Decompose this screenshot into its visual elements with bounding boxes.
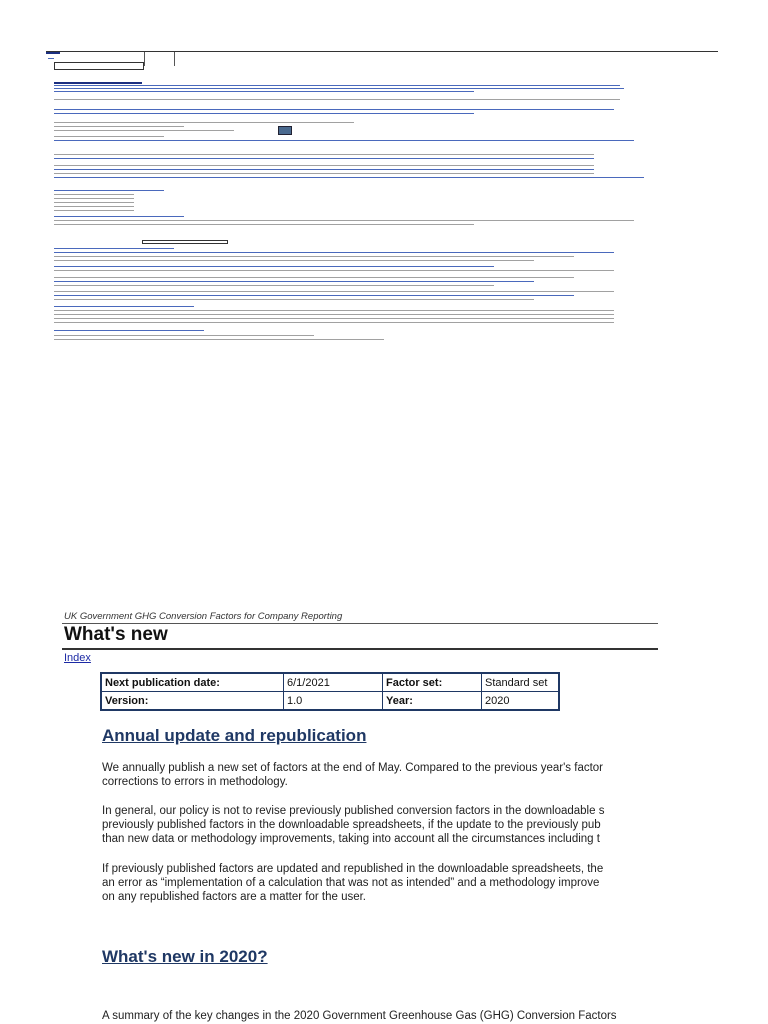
thumb-text-line — [54, 339, 384, 340]
thumb-crest — [174, 52, 195, 66]
thumb-text-line — [54, 136, 164, 137]
thumb-text-line — [54, 165, 594, 166]
version-value: 1.0 — [284, 692, 383, 711]
thumb-link — [48, 58, 54, 59]
thumb-text-line — [54, 194, 134, 195]
year-label: Year: — [383, 692, 482, 711]
thumb-text-line — [54, 85, 620, 86]
thumb-text-line — [54, 130, 234, 131]
thumb-heading — [54, 82, 142, 84]
thumb-text-line — [54, 88, 624, 89]
publication-info-table — [100, 672, 560, 711]
section-heading-annual-update: Annual update and republication — [102, 726, 367, 745]
thumb-text-line — [54, 190, 164, 191]
annual-paragraph-3: If previously published factors are updated and republished in the downloadable spreadsheets, the an error as “implementation of a calculation that was not as intended” and a methodology improve on any republished factors are a matter for the user. — [102, 863, 604, 903]
thumb-text-line — [54, 322, 614, 323]
thumb-text-line — [54, 281, 534, 282]
thumb-text-line — [54, 291, 614, 292]
thumb-table — [54, 62, 144, 70]
thumb-text-line — [54, 220, 634, 221]
next-publication-label: Next publication date: — [101, 673, 284, 692]
thumb-text-line — [54, 202, 134, 203]
thumb-text-line — [54, 91, 474, 92]
thumb-text-line — [54, 266, 494, 267]
thumb-text-line — [54, 335, 314, 336]
thumb-text-line — [54, 260, 534, 261]
thumb-text-line — [54, 210, 134, 211]
thumb-text-line — [54, 310, 614, 311]
whats-new-paragraph-1: A summary of the key changes in the 2020 Government Greenhouse Gas (GHG) Conversion Factors — [102, 1010, 617, 1022]
thumb-text-line — [54, 113, 474, 114]
thumb-text-line — [54, 158, 594, 159]
thumb-text-line — [54, 169, 594, 170]
thumb-text-line — [54, 318, 614, 319]
thumb-crest — [144, 52, 165, 66]
thumb-text-line — [54, 173, 594, 174]
thumb-text-line — [54, 140, 634, 141]
thumb-text-line — [54, 109, 614, 110]
thumb-text-line — [54, 248, 174, 249]
thumb-text-line — [54, 299, 534, 300]
thumb-text-line — [54, 295, 574, 296]
section-heading-whats-new-2020: What's new in 2020? — [102, 947, 268, 966]
thumb-text-line — [54, 122, 354, 123]
factor-set-label: Factor set: — [383, 673, 482, 692]
sheet-title: UK Government GHG Conversion Factors for Company Reporting — [64, 611, 343, 622]
thumb-text-line — [54, 216, 184, 217]
thumb-text-line — [54, 330, 204, 331]
thumb-text-line — [54, 198, 134, 199]
thumb-table — [142, 240, 228, 244]
thumb-text-line — [54, 206, 134, 207]
title-divider — [62, 648, 658, 650]
thumb-text-line — [54, 177, 644, 178]
thumb-text-line — [54, 126, 184, 127]
factor-set-value: Standard set — [482, 673, 560, 692]
thumb-text-line — [54, 99, 620, 100]
version-label: Version: — [101, 692, 284, 711]
thumb-text-line — [54, 285, 494, 286]
table-row — [101, 692, 559, 711]
thumb-heading — [46, 52, 60, 54]
thumb-text-line — [54, 314, 614, 315]
next-publication-value: 6/1/2021 — [284, 673, 383, 692]
thumb-text-line — [54, 256, 574, 257]
thumb-button — [278, 126, 292, 135]
year-value: 2020 — [482, 692, 560, 711]
annual-paragraph-1: We annually publish a new set of factors at the end of May. Compared to the previous year's factor corrections to errors in methodology. — [102, 762, 604, 788]
thumb-text-line — [54, 224, 474, 225]
thumb-text-line — [54, 277, 574, 278]
thumb-text-line — [54, 252, 614, 253]
annual-paragraph-2: In general, our policy is not to revise previously published conversion factors in the downloadable s previously published factors in the downloadable spreadsheets, if the update to the previously pub than new data or methodology improvements, taking into account all the circumstances including t — [102, 805, 605, 845]
page-title: What's new — [64, 624, 168, 645]
sheet-thumbnail — [46, 44, 718, 344]
index-link[interactable]: Index — [64, 652, 91, 664]
thumb-text-line — [54, 270, 614, 271]
table-row — [101, 673, 559, 692]
thumb-text-line — [54, 306, 194, 307]
thumb-text-line — [54, 154, 594, 155]
